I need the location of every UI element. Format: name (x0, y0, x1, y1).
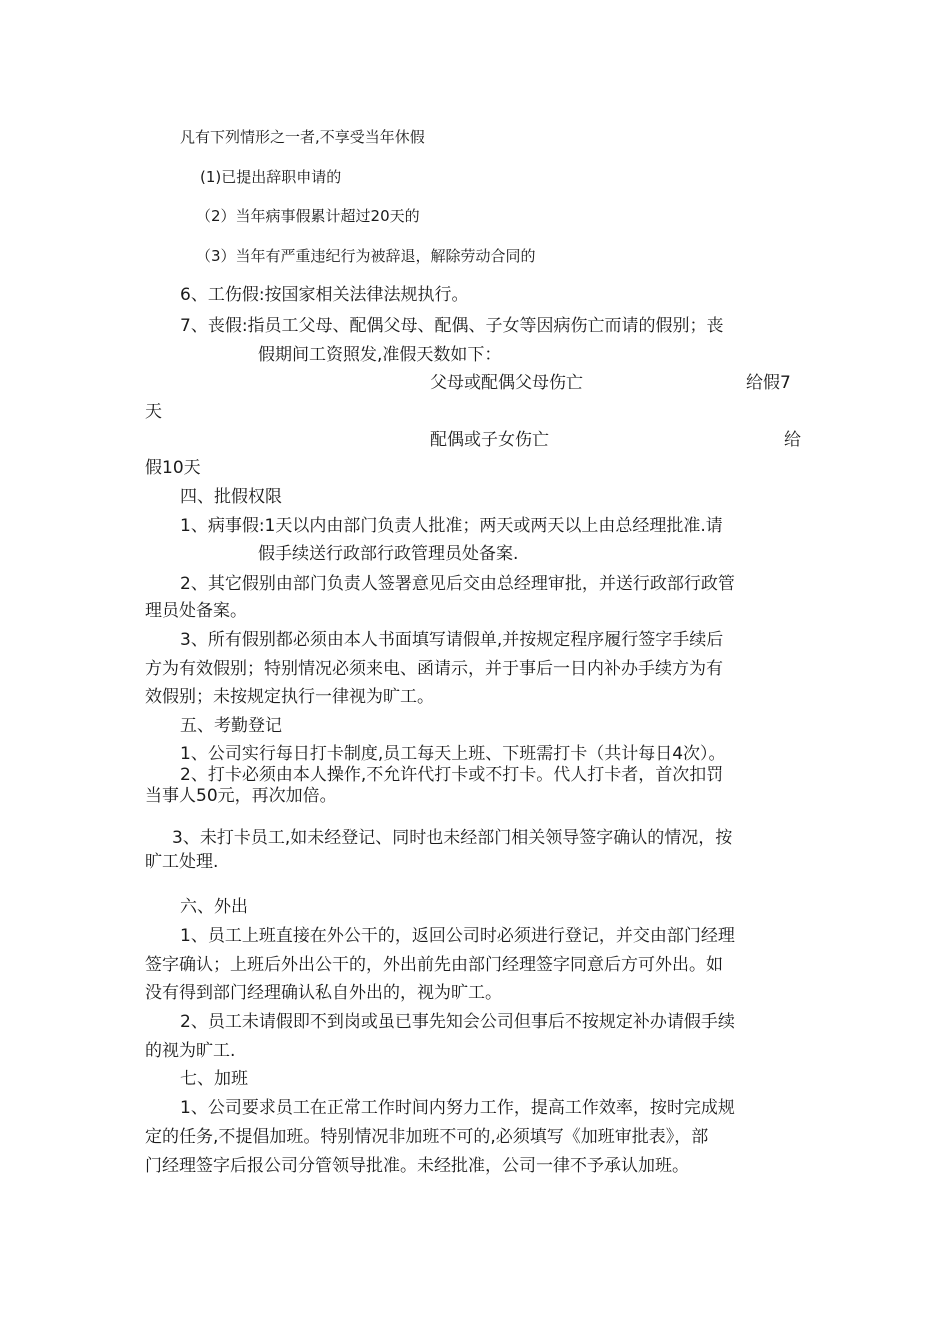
section-7-p1-line-3: 门经理签字后报公司分管领导批准。未经批准，公司一律不予承认加班。 (145, 1156, 689, 1176)
spouse-death-label: 配偶或子女伤亡 (430, 430, 549, 450)
section-4-heading: 四、批假权限 (180, 487, 282, 507)
section-4-p3-line-2: 方为有效假别；特别情况必须来电、函请示，并于事后一日内补办手续方为有 (145, 659, 723, 679)
section-6-p1-line-3: 没有得到部门经理确认私自外出的，视为旷工。 (145, 983, 502, 1003)
section-6-heading: 六、外出 (180, 897, 248, 917)
section-5-p2-line-1: 2、打卡必须由本人操作,不允许代打卡或不打卡。代人打卡者，首次扣罚 (180, 765, 724, 785)
section-6-p2-line-2: 的视为旷工. (145, 1041, 236, 1061)
section-5-p1: 1、公司实行每日打卡制度,员工每天上班、下班需打卡（共计每日4次）。 (180, 744, 726, 764)
funeral-leave-line-1: 7、丧假:指员工父母、配偶父母、配偶、子女等因病伤亡而请的假别；丧 (180, 316, 724, 336)
section-4-p2-line-2: 理员处备案。 (145, 601, 247, 621)
parents-death-label: 父母或配偶父母伤亡 (430, 373, 583, 393)
section-6-p1-line-1: 1、员工上班直接在外公干的，返回公司时必须进行登记，并交由部门经理 (180, 926, 735, 946)
spouse-death-days-cont: 假10天 (145, 458, 201, 478)
parents-death-days-cont: 天 (145, 402, 162, 422)
section-6-p2-line-1: 2、员工未请假即不到岗或虽已事先知会公司但事后不按规定补办请假手续 (180, 1012, 735, 1032)
section-7-p1-line-2: 定的任务,不提倡加班。特别情况非加班不可的,必须填写《加班审批表》，部 (145, 1127, 709, 1147)
section-4-p3-line-3: 效假别；未按规定执行一律视为旷工。 (145, 687, 434, 707)
no-leave-item-2: （2）当年病事假累计超过20天的 (196, 207, 420, 225)
no-leave-intro: 凡有下列情形之一者,不享受当年休假 (180, 128, 425, 146)
funeral-leave-line-2: 假期间工资照发,准假天数如下： (258, 345, 502, 365)
injury-leave: 6、工伤假:按国家相关法律法规执行。 (180, 285, 469, 305)
section-5-p3-line-2: 旷工处理. (145, 852, 219, 872)
section-5-heading: 五、考勤登记 (180, 716, 282, 736)
no-leave-item-1: (1)已提出辞职申请的 (200, 168, 342, 186)
section-5-p3-line-1: 3、未打卡员工,如未经登记、同时也未经部门相关领导签字确认的情况，按 (172, 828, 733, 848)
section-6-p1-line-2: 签字确认；上班后外出公干的，外出前先由部门经理签字同意后方可外出。如 (145, 955, 723, 975)
section-7-p1-line-1: 1、公司要求员工在正常工作时间内努力工作，提高工作效率，按时完成规 (180, 1098, 735, 1118)
section-4-p1-line-1: 1、病事假:1天以内由部门负责人批准；两天或两天以上由总经理批准.请 (180, 516, 723, 536)
section-4-p3-line-1: 3、所有假别都必须由本人书面填写请假单,并按规定程序履行签字手续后 (180, 630, 724, 650)
section-4-p1-line-2: 假手续送行政部行政管理员处备案. (258, 544, 519, 564)
no-leave-item-3: （3）当年有严重违纪行为被辞退，解除劳动合同的 (196, 247, 536, 265)
parents-death-days: 给假7 (746, 373, 791, 393)
section-7-heading: 七、加班 (180, 1069, 248, 1089)
section-4-p2-line-1: 2、其它假别由部门负责人签署意见后交由总经理审批，并送行政部行政管 (180, 574, 735, 594)
section-5-p2-line-2: 当事人50元，再次加倍。 (145, 786, 337, 806)
spouse-death-days: 给 (784, 430, 801, 450)
